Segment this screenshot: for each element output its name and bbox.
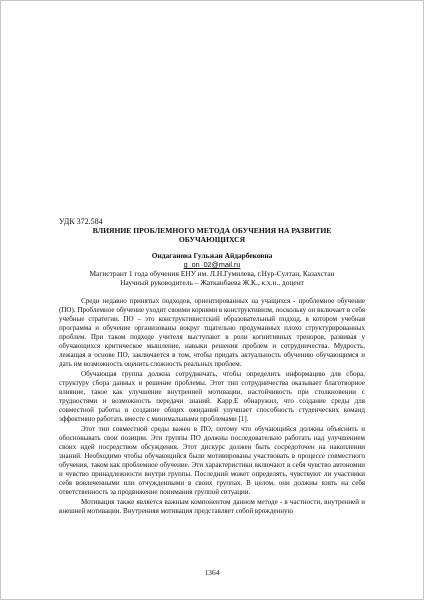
author-block <box>59 251 365 287</box>
paragraph-1: Среди недавно принятых подходов, ориентированных на учащихся - проблемное обучение (ПО). Проблемное обучение уходит своими корнями в конструктивизм, поскольку он включает в себя учебные стратегии. ПО – это конструктивистский образовательный подход, в котором учебная программа и обучение организованы вокруг тщательно продуманных плохо структурированных проблем. При таком подходе учителя выступают в роли когнитивных треноров, развивая у обучающихся критическое мышление, навыки решения проблем и сотрудничества. Мудрость, лежащая в основе ПО, заключается в том, чтобы придать актуальность обучению обучающимся и дать им возможность оценить сложность реальных проблем. <box>59 297 366 368</box>
author-affiliation: Магистрант 1 года обучения ЕНУ им. Л.Н.Гумилева, г.Нур-Султан, Казахстан <box>89 269 335 278</box>
article-title-line-1: ВЛИЯНИЕ ПРОБЛЕМНОГО МЕТОДА ОБУЧЕНИЯ НА РАЗВИТИЕ <box>92 226 332 235</box>
scientific-supervisor: Научный руководитель – Жатканбаева Ж.К., к.х.н., доцент <box>120 278 304 287</box>
article-title <box>59 226 365 244</box>
paragraph-2: Обучающая группа должна сотрудничать, чтобы определить информацию для сбора, структуру сбора данных и решение проблемы. Этот тип сотрудничества оказывает благотворное влияние, такое как улучшение внутренней мотивации, настойчивость при столкновении с трудностями и возможность передачи знаний. Kapp.E обнаружил, что создание среды для совместной работы и создание общих ожиданий улучшает способность студенческих команд эффективно работать вместе с минимальными проблемами [1]. <box>59 370 365 423</box>
author-name: Ондаганова Гульжан Айдарбековна <box>151 251 273 260</box>
author-email-link[interactable]: g_on_02@mail.ru <box>183 260 241 269</box>
page-number: 1364 <box>204 568 220 577</box>
article-title-line-2: ОБУЧАЮЩИХСЯ <box>178 235 246 244</box>
paragraph-3: Этот тип совместной среды важен в ПО, потому что обучающийся должны объяснить и обосновывать свои позиции. Эти группы ПО должны последовательно работать над улучшением своих идей посредством обсуждения. Этот дискурс должен быть сосредоточен на накоплении знаний. Необходимо чтобы обучающийся были мотивированы участвовать в процессе совместного обучения, таком как проблемное обучение. Эти характеристики включают в себя чувство автономии и чувство принадлежности внутри группы. Последний может определять, чувствуют ли участники себя вовлеченными или отчужденными в своих группах. В целом, они должны взять на себя ответственность за продвижение понимания группой ситуации. <box>59 425 365 496</box>
udk-code: УДК 372.584 <box>59 217 103 226</box>
article-body <box>59 297 365 516</box>
paragraph-4: Мотивация также является важным компонентом данном методе - в частности, внутренней и внешней мотивации. Внутренняя мотивация представляет собой врожденную <box>59 498 365 515</box>
